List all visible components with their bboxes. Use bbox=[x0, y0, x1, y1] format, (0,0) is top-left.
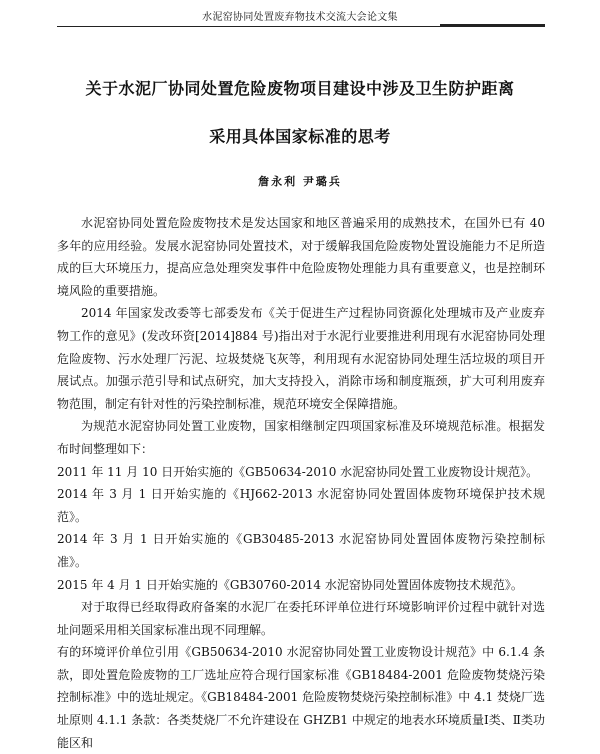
standard-item-2: 2014 年 3 月 1 日开始实施的《HJ662-2013 水泥窑协同处置固体废物环境保护技术规范》。 bbox=[57, 487, 545, 524]
article-authors: 詹永利 尹璐兵 bbox=[258, 175, 342, 188]
standard-item-3: 2014 年 3 月 1 日开始实施的《GB30485-2013 水泥窑协同处置固体废物污染控制标准》。 bbox=[57, 532, 545, 569]
standard-item-1: 2011 年 11 月 10 日开始实施的《GB50634-2010 水泥窑协同处置工业废物设计规范》。 bbox=[57, 464, 539, 479]
paragraph-siting-detail: 有的环境评价单位引用《GB50634-2010 水泥窑协同处置工业废物设计规范》中 6.1.4 条款，即处置危险废物的工厂选址应符合现行国家标准《GB18484-2001 危险废物焚烧污染控制标准》中的选址规定。《GB18484-2001 危险废物焚烧污染控制标准》中 4.1 焚烧厂选址原则 4.1.1 条款：各类焚烧厂不允许建设在 GHZB1 中规定的地表水环境质量Ⅰ类、Ⅱ类功能区和 bbox=[57, 645, 545, 750]
paragraph-intro: 水泥窑协同处置危险废物技术是发达国家和地区普遍采用的成熟技术，在国外已有 40 多年的应用经验。发展水泥窑协同处置技术，对于缓解我国危险废物处置设施能力不足所造成的巨大环境压力，提高应急处理突发事件中危险废物处理能力具有重要意义，也是控制环境风险的重要措施。 bbox=[57, 216, 545, 298]
paragraph-policy: 2014 年国家发改委等七部委发布《关于促进生产过程协同资源化处理城市及产业废弃物工作的意见》(发改环资[2014]884 号)指出对于水泥行业要推进利用现有水泥窑协同处理危险废物、污水处理厂污泥、垃圾焚烧飞灰等，利用现有水泥窑协同处理生活垃圾的项目开展试点。加强示范引导和试点研究，加大支持投入，消除市场和制度瓶颈，扩大可利用废弃物范围，制定有针对性的污染控制标准，规范环境安全保障措施。 bbox=[57, 306, 545, 411]
running-header: 水泥窑协同处置废弃物技术交流大会论文集 bbox=[202, 12, 398, 23]
paragraph-standards-intro: 为规范水泥窑协同处置工业废物，国家相继制定四项国家标准及环境规范标准。根据发布时间整理如下： bbox=[57, 419, 545, 456]
article-title-line-1: 关于水泥厂协同处置危险废物项目建设中涉及卫生防护距离 bbox=[85, 79, 515, 98]
header-rule bbox=[57, 26, 545, 27]
paragraph-siting-issue: 对于取得已经取得政府备案的水泥厂在委托环评单位进行环境影响评价过程中就针对选址问题采用相关国家标准出现不同理解。 bbox=[57, 600, 545, 637]
article-title-line-2: 采用具体国家标准的思考 bbox=[209, 127, 391, 146]
header-rule-accent bbox=[440, 24, 545, 26]
standard-item-4: 2015 年 4 月 1 日开始实施的《GB30760-2014 水泥窑协同处置固体废物技术规范》。 bbox=[57, 577, 523, 592]
article-body bbox=[57, 212, 545, 754]
